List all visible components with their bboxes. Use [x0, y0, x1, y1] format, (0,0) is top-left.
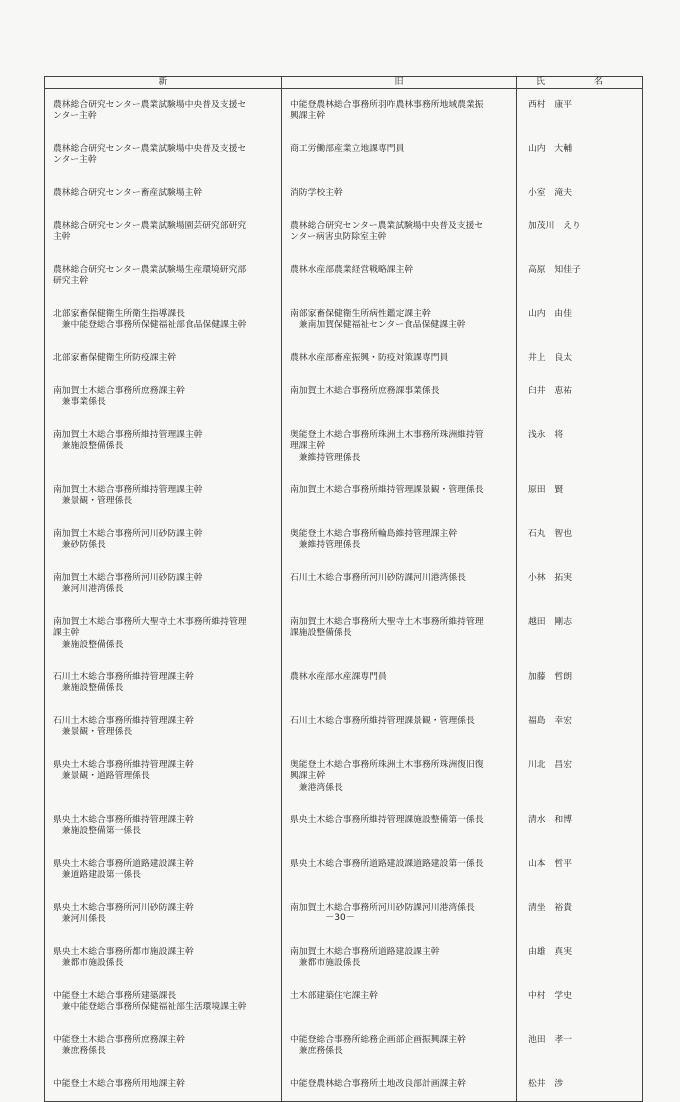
person-name: 高原 知佳子	[528, 265, 581, 275]
table-row	[45, 848, 643, 892]
header-name: 氏 名	[517, 77, 643, 89]
person-name: 松井 涉	[528, 1079, 564, 1089]
table-row	[45, 705, 643, 749]
person-name: 井上 良太	[528, 353, 572, 363]
table-header-row	[45, 77, 643, 89]
table-row	[45, 749, 643, 804]
old-position: 石川土木総合事務所河川砂防課河川港湾係長	[290, 573, 466, 583]
old-position: 県央土木総合事務所維持管理課施設整備第一係長	[290, 815, 484, 825]
new-position: 県央土木総合事務所維持管理課主幹 兼景観・道路管理係長	[53, 760, 194, 782]
person-name: 小室 滝夫	[528, 188, 572, 198]
table-row	[45, 133, 643, 177]
table-row	[45, 606, 643, 661]
new-position: 県央土木総合事務所都市施設課主幹 兼都市施設係長	[53, 947, 194, 969]
new-position: 南加賀土木総合事務所維持管理課主幹 兼施設整備係長	[53, 430, 203, 452]
person-name: 山内 大輔	[528, 144, 572, 154]
person-name: 小林 拓実	[528, 573, 572, 583]
person-name: 臼井 恵祐	[528, 386, 572, 396]
new-position: 県央土木総合事務所河川砂防課主幹 兼河川係長	[53, 903, 194, 925]
table-row	[45, 562, 643, 606]
new-position: 北部家畜保健衛生所衛生指導課長 兼中能登総合事務所保健福祉部食品保健課主幹	[53, 309, 247, 331]
table-row	[45, 375, 643, 419]
old-position: 農林水産部畜産振興・防疫対策課専門員	[290, 353, 449, 363]
old-position: 南加賀土木総合事務所大聖寺土木事務所維持管理 課施設整備係長	[290, 617, 484, 639]
table-row	[45, 419, 643, 474]
new-position: 北部家畜保健衛生所防疫課主幹	[53, 353, 177, 363]
person-name: 清水 和博	[528, 815, 572, 825]
new-position: 中能登土木総合事務所庶務課主幹 兼庶務係長	[53, 1035, 185, 1057]
old-position: 奥能登土木総合事務所輪島維持管理課主幹 兼維持管理係長	[290, 529, 458, 551]
table-row	[45, 518, 643, 562]
person-name: 清坐 裕貴	[528, 903, 572, 913]
page-number: －30－	[325, 913, 355, 923]
person-name: 中村 学史	[528, 991, 572, 1001]
person-name: 山本 哲平	[528, 859, 572, 869]
person-name: 福島 幸宏	[528, 716, 572, 726]
table-row	[45, 804, 643, 848]
table-row	[45, 1024, 643, 1068]
old-position: 南加賀土木総合事務所河川砂防課河川港湾係長	[290, 903, 475, 913]
new-position: 南加賀土木総合事務所河川砂防課主幹 兼砂防係長	[53, 529, 203, 551]
old-position: 農林総合研究センター農業試験場中央普及支援セ ンター病害虫防除室主幹	[290, 221, 484, 243]
old-position: 石川土木総合事務所維持管理課景観・管理係長	[290, 716, 475, 726]
person-name: 浅永 将	[528, 430, 564, 440]
old-position: 奥能登土木総合事務所珠洲土木事務所珠洲維持管 理課主幹 兼維持管理係長	[290, 430, 484, 463]
old-position: 商工労働部産業立地課専門員	[290, 144, 405, 154]
table-row	[45, 980, 643, 1024]
person-name: 山内 由佳	[528, 309, 572, 319]
old-position: 農林水産部農業経営戦略課主幹	[290, 265, 414, 275]
old-position: 奥能登土木総合事務所珠洲土木事務所珠洲復旧復 興課主幹 兼港湾係長	[290, 760, 484, 793]
table-row	[45, 661, 643, 705]
new-position: 農林総合研究センター農業試験場生産環境研究部 研究主幹	[53, 265, 247, 287]
old-position: 南加賀土木総合事務所庶務課事業係長	[290, 386, 440, 396]
old-position: 県央土木総合事務所道路建設課道路建設第一係長	[290, 859, 484, 869]
old-position: 消防学校主幹	[290, 188, 343, 198]
old-position: 中能登総合事務所総務企画部企画振興課主幹 兼庶務係長	[290, 1035, 466, 1057]
old-position: 土木部建築住宅課主幹	[290, 991, 378, 1001]
person-name: 加藤 哲朗	[528, 672, 572, 682]
new-position: 南加賀土木総合事務所河川砂防課主幹 兼河川港湾係長	[53, 573, 203, 595]
personnel-table	[44, 76, 643, 1102]
header-old: 旧	[282, 77, 517, 89]
table-row	[45, 298, 643, 342]
new-position: 県央土木総合事務所道路建設課主幹 兼道路建設第一係長	[53, 859, 194, 881]
person-name: 川北 昌宏	[528, 760, 572, 770]
person-name: 越田 剛志	[528, 617, 572, 627]
new-position: 農林総合研究センター農業試験場中央普及支援セ ンター主幹	[53, 144, 247, 166]
new-position: 農林総合研究センター農業試験場中央普及支援セ ンター主幹	[53, 100, 247, 122]
person-name: 原田 賢	[528, 485, 564, 495]
old-position: 南加賀土木総合事務所維持管理課景観・管理係長	[290, 485, 484, 495]
person-name: 西村 康平	[528, 100, 572, 110]
table-row	[45, 342, 643, 375]
person-name: 加茂川 えり	[528, 221, 581, 231]
table-row	[45, 1068, 643, 1102]
table-row	[45, 177, 643, 210]
new-position: 南加賀土木総合事務所維持管理課主幹 兼景観・管理係長	[53, 485, 203, 507]
new-position: 石川土木総合事務所維持管理課主幹 兼景観・管理係長	[53, 716, 194, 738]
table-row	[45, 254, 643, 298]
new-position: 南加賀土木総合事務所庶務課主幹 兼事業係長	[53, 386, 185, 408]
new-position: 南加賀土木総合事務所大聖寺土木事務所維持管理 課主幹 兼施設整備係長	[53, 617, 247, 650]
new-position: 農林総合研究センター農業試験場園芸研究部研究 主幹	[53, 221, 247, 243]
old-position: 中能登農林総合事務所土地改良部計画課主幹	[290, 1079, 466, 1089]
new-position: 県央土木総合事務所維持管理課主幹 兼施設整備第一係長	[53, 815, 194, 837]
old-position: 南加賀土木総合事務所道路建設課主幹 兼都市施設係長	[290, 947, 440, 969]
old-position: 農林水産部水産課専門員	[290, 672, 387, 682]
table-row	[45, 89, 643, 134]
new-position: 農林総合研究センター畜産試験場主幹	[53, 188, 203, 198]
old-position: 中能登農林総合事務所羽咋農林事務所地域農業振 興課主幹	[290, 100, 484, 122]
person-name: 池田 孝一	[528, 1035, 572, 1045]
table-row	[45, 474, 643, 518]
table-row	[45, 936, 643, 980]
table-row	[45, 210, 643, 254]
new-position: 石川土木総合事務所維持管理課主幹 兼施設整備係長	[53, 672, 194, 694]
person-name: 由雄 真実	[528, 947, 572, 957]
old-position: 南部家畜保健衛生所病性鑑定課主幹 兼南加賀保健福祉センター食品保健課主幹	[290, 309, 466, 331]
person-name: 石丸 智也	[528, 529, 572, 539]
new-position: 中能登土木総合事務所建築課長 兼中能登総合事務所保健福祉部生活環境課主幹	[53, 991, 247, 1013]
header-new: 新	[45, 77, 282, 89]
new-position: 中能登土木総合事務所用地課主幹	[53, 1079, 185, 1089]
